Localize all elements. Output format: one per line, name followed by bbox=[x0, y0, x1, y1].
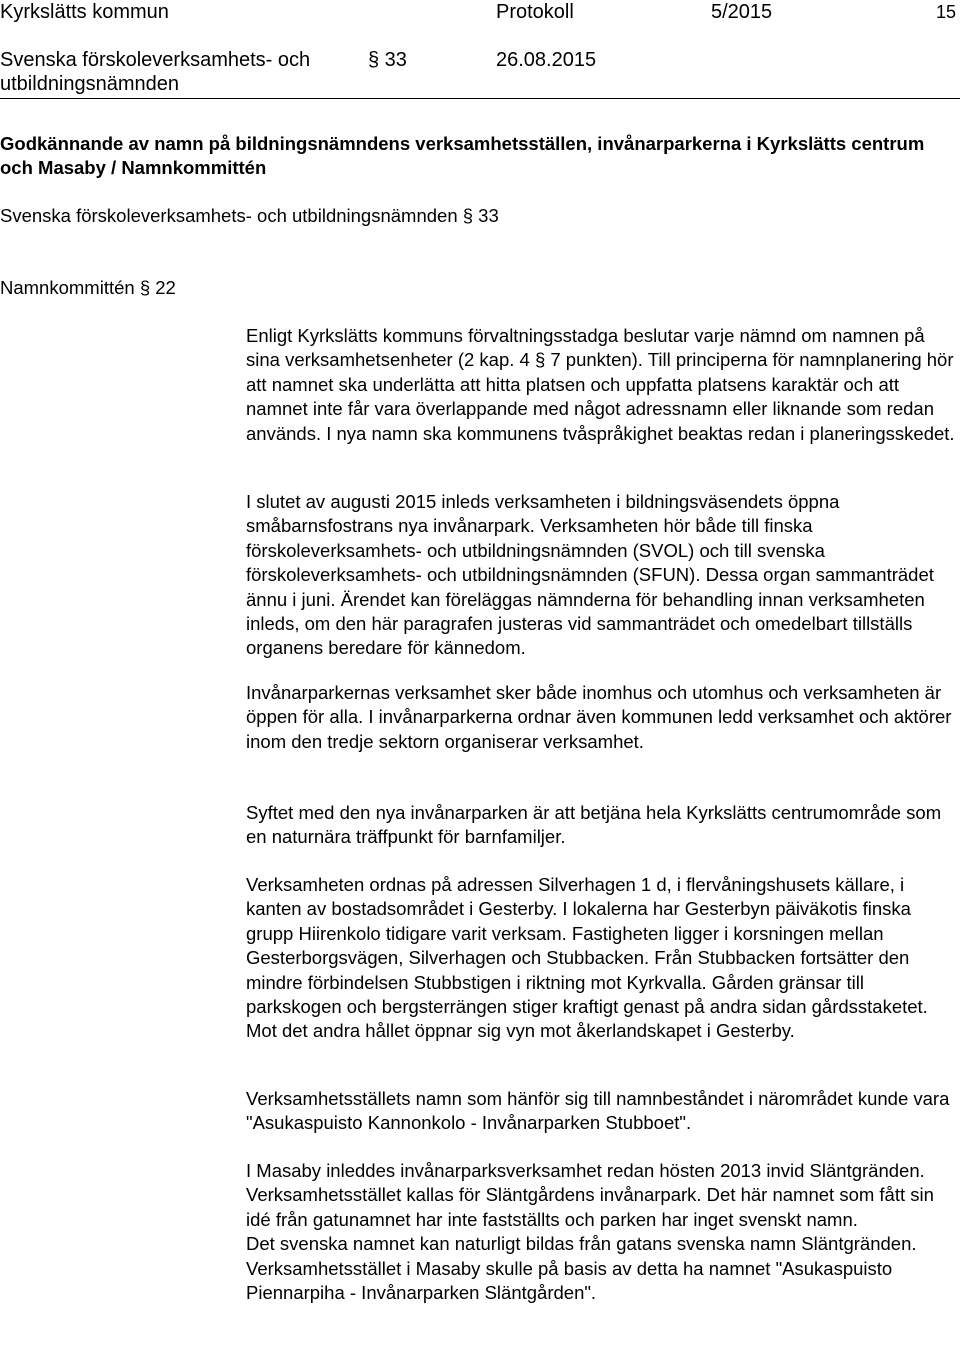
matter-title: Godkännande av namn på bildningsnämndens verksamhetsställen, invånarparkerna i Kyrkslätts centrum och Masaby / Namnkommittén bbox=[0, 133, 925, 178]
body-paragraph-1 bbox=[246, 324, 958, 446]
header-doc-number: 5/2015 bbox=[711, 1, 773, 23]
header-page-number: 15 bbox=[936, 2, 957, 22]
header-divider bbox=[0, 98, 960, 99]
reference-naming-committee: Namnkommittén § 22 bbox=[0, 277, 176, 298]
paragraph-text: Verksamhetsställets namn som hänför sig till namnbeståndet i närområdet kunde vara "Asukaspuisto Kannonkolo - Invånarparken Stubboet". bbox=[246, 1088, 950, 1134]
paragraph-text: Det svenska namnet kan naturligt bildas från gatans svenska namn Släntgränden. bbox=[246, 1233, 917, 1255]
paragraph-text: Verksamheten ordnas på adressen Silverhagen 1 d, i flervåningshusets källare, i kanten av bostadsområdet i Gesterby. I lokalerna har Gesterbyn päiväkotis finska grupp Hiirenkolo tidigare varit verksam. Fastigheten ligger i korsningen mellan Gesterborgsvägen, Silverhagen och Stubbacken. Från Stubbacken fortsätter den mindre förbindelsen Stubbstigen i riktning mot Kyrkvalla. Gården gränsar till parkskogen och bergsterrängen stiger kraftigt genast på andra sidan gårdsstaketet. Mot det andra hållet öppnar sig vyn mot åkerlandskapet i Gesterby. bbox=[246, 874, 928, 1042]
reference-committee: Svenska förskoleverksamhets- och utbildningsnämnden § 33 bbox=[0, 205, 499, 226]
body-paragraph-5 bbox=[246, 873, 958, 1044]
paragraph-text: Verksamhetsstället i Masaby skulle på basis av detta ha namnet "Asukaspuisto Piennarpiha - Invånarparken Släntgården". bbox=[246, 1257, 893, 1304]
body-paragraph-2 bbox=[246, 490, 958, 661]
paragraph-text: Enligt Kyrkslätts kommuns förvaltningsstadga beslutar varje nämnd om namnen på sina verksamhetsenheter (2 kap. 4 § 7 punkten). Till principerna för namnplanering hör att namnet ska underlätta att hitta platsen och uppfatta platsens karaktär och att namnet inte får vara överlappande med något adressnamn eller liknande som redan används. I nya namn ska kommunens tvåspråkighet beaktas redan i planeringsskedet. bbox=[246, 325, 955, 444]
header-section: § 33 bbox=[368, 49, 407, 71]
paragraph-text: I Masaby inleddes invånarparksverksamhet redan hösten 2013 invid Släntgränden. Verksamhetsstället kallas för Släntgårdens invånarpark. Det här namnet som fått sin idé från gatunamnet har inte fastställts och parken har inget svenskt namn. bbox=[246, 1160, 934, 1230]
body-paragraph-7 bbox=[246, 1159, 958, 1305]
header-date: 26.08.2015 bbox=[496, 49, 597, 71]
header-doc-type: Protokoll bbox=[496, 1, 574, 23]
header-municipality: Kyrkslätts kommun bbox=[0, 1, 169, 23]
paragraph-text: Invånarparkernas verksamhet sker både inomhus och utomhus och verksamheten är öppen för alla. I invånarparkerna ordnar även kommunen ledd verksamhet och aktörer inom den tredje sektorn organiserar verksamhet. bbox=[246, 682, 952, 752]
paragraph-text: I slutet av augusti 2015 inleds verksamheten i bildningsväsendets öppna småbarnsfostrans nya invånarpark. Verksamheten hör både till finska förskoleverksamhets- och utbildningsnämnden (SVOL) och till svenska förskoleverksamhets- och utbildningsnämnden (SFUN). Dessa organ sammanträdet ännu i juni. Ärendet kan föreläggas nämnderna för behandling innan verksamheten inleds, om den här paragrafen justeras vid sammanträdet och omedelbart tillställs organens beredare för kännedom. bbox=[246, 491, 934, 659]
body-paragraph-3 bbox=[246, 681, 958, 754]
body-paragraph-6 bbox=[246, 1087, 958, 1136]
paragraph-text: Syftet med den nya invånarparken är att betjäna hela Kyrkslätts centrumområde som en naturnära träffpunkt för barnfamiljer. bbox=[246, 802, 942, 848]
header-committee-line1: Svenska förskoleverksamhets- och bbox=[0, 49, 311, 71]
header-committee-line2: utbildningsnämnden bbox=[0, 73, 180, 95]
body-paragraph-4 bbox=[246, 801, 958, 850]
